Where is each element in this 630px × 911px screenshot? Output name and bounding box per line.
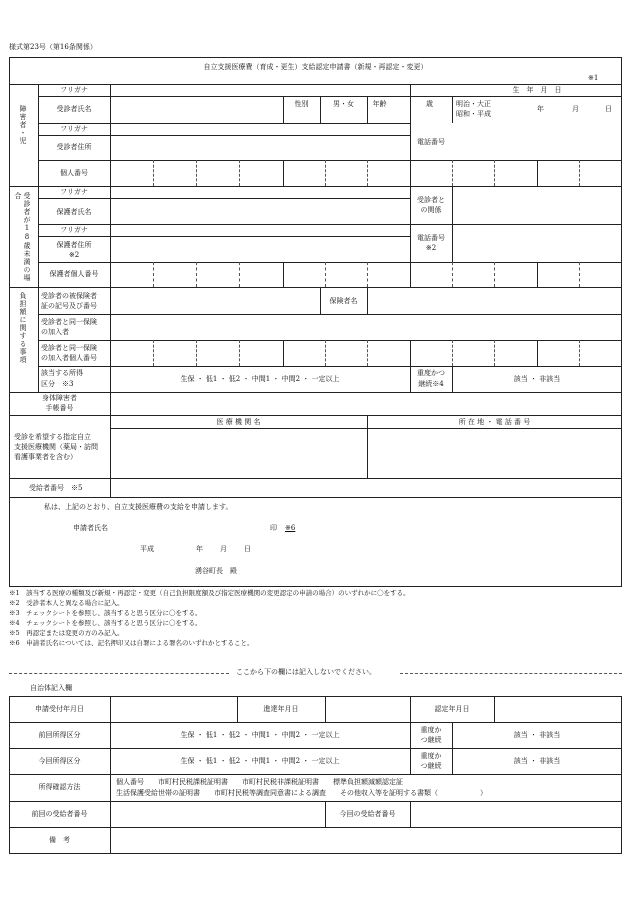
confirm-methods-line1[interactable]: 個人番号 市町村民税課税証明書 市町村民税非課税証明書 標準負担額減額認定証 <box>116 778 403 786</box>
phone-label: 電話番号 <box>417 138 445 146</box>
confirm-methods-line2[interactable]: 生活保護受給世帯の証明書 市町村民税等調査同意書による調査 その他収入等を証明する書類（ ） <box>116 789 487 797</box>
cutline-text: ここから下の欄には記入しないでください。 <box>236 668 376 676</box>
institution-header: 医 療 機 関 名 <box>216 418 261 426</box>
guardian-phone-label: 電話番号 <box>417 234 445 242</box>
patient-section-label: 障害者・児 <box>19 105 27 145</box>
note-3: ※3 チェックシートを参照し、該当すると思う区分に〇をする。 <box>9 609 202 617</box>
personal-number-label: 個人番号 <box>60 169 88 177</box>
curr-recipient-label: 今回の受給者番号 <box>339 810 396 818</box>
note1-mark: ※1 <box>588 74 599 82</box>
guardian-personal-number-label: 保護者個人番号 <box>49 270 99 278</box>
forwarded-date-label: 進達年月日 <box>263 705 299 713</box>
addressee-honorific: 殿 <box>230 567 237 575</box>
medical-label-line1: 受診を希望する指定自立 <box>14 433 91 441</box>
guardian-address-label: 保護者住所 <box>56 241 92 249</box>
curr-severe-line1: 重度か <box>420 752 442 760</box>
declaration: 私は、上記のとおり、自立支援医療費の支給を申請します。 <box>44 503 233 511</box>
gender-label: 性別 <box>294 100 309 108</box>
address-header: 所 在 地 ・ 電 話 番 号 <box>458 418 531 426</box>
age-unit: 歳 <box>426 100 433 108</box>
curr-income-options[interactable]: 生保 ・ 低1 ・ 低2 ・ 中間1 ・ 中間2 ・ 一定以上 <box>180 757 340 765</box>
guardian-address-note: ※2 <box>68 251 80 259</box>
medical-label-line2: 支援医療機関（薬局・訪問 <box>14 443 98 451</box>
approved-date-label: 認定年月日 <box>434 705 470 713</box>
seal-note: ※6 <box>285 524 296 532</box>
form-title: 自立支援医療費（育成・更生）支給認定申請書（新規・再認定・変更） <box>203 63 428 71</box>
insured-line1: 受診者の被保険者 <box>41 292 97 300</box>
prev-severe-options[interactable]: 該当 ・ 非該当 <box>513 731 561 739</box>
income-options[interactable]: 生保 ・ 低1 ・ 低2 ・ 中間1 ・ 中間2 ・ 一定以上 <box>180 375 340 383</box>
birth-day: 日 <box>605 105 612 113</box>
birth-header: 生 年 月 日 <box>512 86 562 94</box>
date-month: 月 <box>220 545 227 553</box>
severe-options[interactable]: 該当 ・ 非該当 <box>513 375 561 383</box>
office-table <box>9 696 622 854</box>
note-1: ※1 該当する医療の種類及び新規・再認定・変更（自己負担限度額及び指定医療機関の変更認定の申請の場合）のいずれかに〇をする。 <box>9 589 410 597</box>
addressee: 湧谷町長 <box>195 567 223 575</box>
form-number: 様式第23号（第16条関係） <box>9 43 97 51</box>
birth-month: 月 <box>572 105 579 113</box>
remarks-label: 備 考 <box>49 836 70 844</box>
income-confirm-label: 所得確認方法 <box>38 783 81 791</box>
seal-mark: 印 <box>270 524 277 532</box>
note-2: ※2 受診者本人と異なる場合に記入。 <box>9 599 124 607</box>
patient-name-label: 受診者氏名 <box>56 105 92 113</box>
prev-income-options[interactable]: 生保 ・ 低1 ・ 低2 ・ 中間1 ・ 中間2 ・ 一定以上 <box>180 731 340 739</box>
same-insurance-line2: の加入者 <box>41 328 69 336</box>
date-era: 平成 <box>140 545 154 553</box>
guardian-name-label: 保護者氏名 <box>56 208 92 216</box>
curr-income-label: 今回所得区分 <box>38 757 81 765</box>
same-insurance-num-line2: の加入者個人番号 <box>41 354 97 362</box>
furigana-label: フリガナ <box>60 86 88 94</box>
prev-severe-line1: 重度か <box>420 726 442 734</box>
severe-line2: 継続※4 <box>418 380 444 388</box>
burden-section-label: 負担額に関する事項 <box>19 292 27 364</box>
era-line2[interactable]: 昭和・平成 <box>456 110 491 118</box>
disability-line2: 手帳番号 <box>45 404 74 412</box>
era-line1[interactable]: 明治・大正 <box>456 100 491 108</box>
birth-year: 年 <box>537 105 544 113</box>
disability-line1: 身体障害者 <box>42 394 77 402</box>
same-insurance-num-line1: 受診者と同一保険 <box>41 344 97 352</box>
guardian-address-furigana: フリガナ <box>60 226 88 234</box>
prev-severe-line2: つ継続 <box>420 736 442 744</box>
note-5: ※5 再認定または変更の方のみ記入。 <box>9 629 124 637</box>
age-label: 年齢 <box>372 100 387 108</box>
patient-address-label: 受診者住所 <box>56 143 92 151</box>
insurer-label: 保険者名 <box>329 297 358 305</box>
insured-line2: 証の記号及び番号 <box>41 302 97 310</box>
guardian-furigana-label: フリガナ <box>60 188 88 196</box>
received-date-label: 申請受付年月日 <box>35 705 84 713</box>
prev-recipient-label: 前回の受給者番号 <box>31 810 88 818</box>
income-line1: 該当する所得 <box>41 369 83 377</box>
income-line2: 区分 ※3 <box>41 380 74 388</box>
gender-options[interactable]: 男・女 <box>333 100 354 108</box>
furigana-address-label: フリガナ <box>60 125 88 133</box>
relation-line2: の関係 <box>420 206 442 214</box>
office-title: 自治体記入欄 <box>30 684 72 692</box>
guardian-phone-note: ※2 <box>425 244 437 252</box>
recipient-number-label: 受給者番号 ※5 <box>29 484 83 492</box>
same-insurance-line1: 受診者と同一保険 <box>41 318 97 326</box>
minor-section-label: 受診者が18歳未満の場合 <box>14 192 31 282</box>
curr-severe-line2: つ継続 <box>420 762 442 770</box>
relation-line1: 受診者と <box>417 196 445 204</box>
date-year: 年 <box>196 545 203 553</box>
prev-income-label: 前回所得区分 <box>38 731 81 739</box>
date-day: 日 <box>244 545 251 553</box>
medical-label-line3: 看護事業者を含む） <box>14 453 77 461</box>
severe-line1: 重度かつ <box>417 369 445 377</box>
note-6: ※6 申請者氏名については、記名押印又は自署による署名のいずれかとすること。 <box>9 639 254 647</box>
curr-severe-options[interactable]: 該当 ・ 非該当 <box>513 757 561 765</box>
applicant-name-label: 申請者氏名 <box>73 524 108 532</box>
note-4: ※4 チェックシートを参照し、該当すると思う区分に〇をする。 <box>9 619 202 627</box>
